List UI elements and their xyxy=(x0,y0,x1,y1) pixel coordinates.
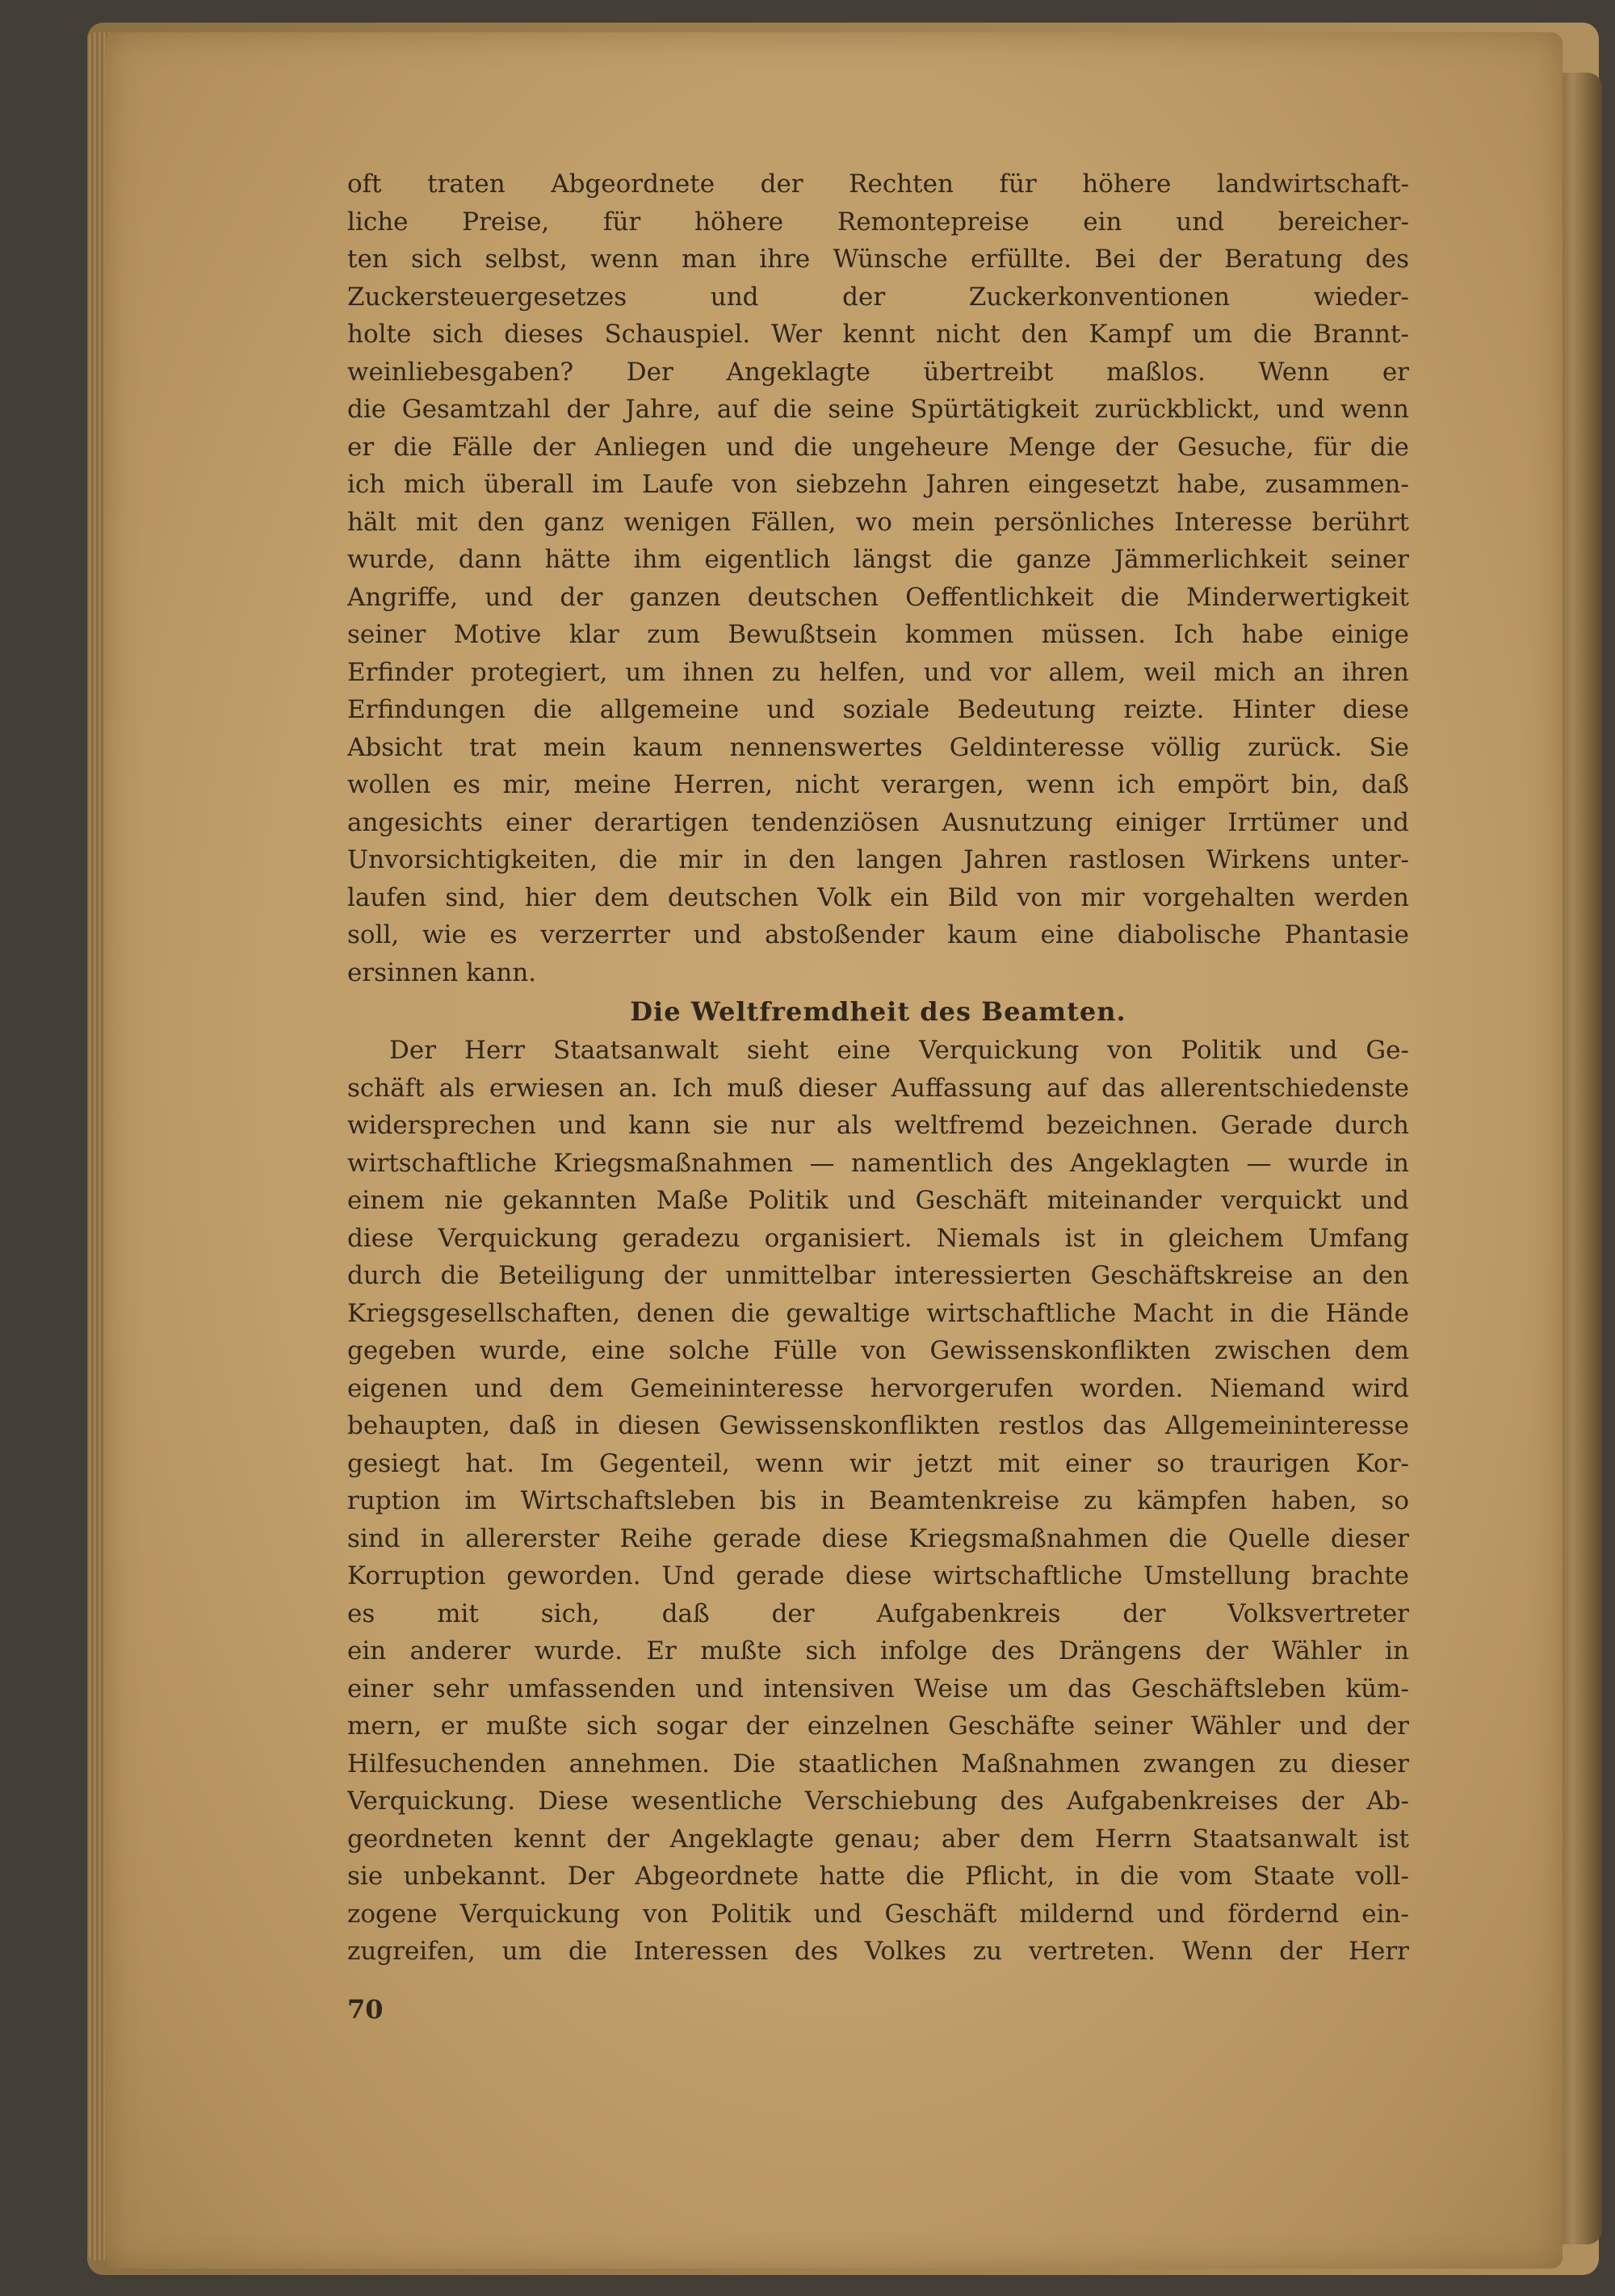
page-text xyxy=(347,165,1409,1971)
text-line: Angriffe, und der ganzen deutschen Oeffentlichkeit die Minderwertigkeit xyxy=(347,582,1409,612)
text-line: gegeben wurde, eine solche Fülle von Gewissenskonflikten zwischen dem xyxy=(347,1336,1409,1365)
text-line: Korruption geworden. Und gerade diese wirtschaftliche Umstellung brachte xyxy=(347,1561,1409,1590)
text-line: weinliebesgaben? Der Angeklagte übertreibt maßlos. Wenn er xyxy=(347,357,1409,387)
text-line: ruption im Wirtschaftsleben bis in Beamtenkreise zu kämpfen haben, so xyxy=(347,1486,1409,1515)
text-line: wirtschaftliche Kriegsmaßnahmen — namentlich des Angeklagten — wurde in xyxy=(347,1148,1409,1178)
text-line: gesiegt hat. Im Gegenteil, wenn wir jetzt mit einer so traurigen Kor- xyxy=(347,1448,1409,1478)
text-line: wurde, dann hätte ihm eigentlich längst die ganze Jämmerlichkeit seiner xyxy=(347,545,1409,574)
text-line: ein anderer wurde. Er mußte sich infolge des Drängens der Wähler in xyxy=(347,1636,1409,1665)
text-line: zogene Verquickung von Politik und Geschäft mildernd und fördernd ein- xyxy=(347,1899,1409,1929)
text-line: holte sich dieses Schauspiel. Wer kennt nicht den Kampf um die Brannt- xyxy=(347,320,1409,349)
text-line: Unvorsichtigkeiten, die mir in den langen Jahren rastlosen Wirkens unter- xyxy=(347,845,1409,874)
text-line: Zuckersteuergesetzes und der Zuckerkonventionen wieder- xyxy=(347,282,1409,312)
book-spine-right xyxy=(1560,73,1602,2244)
text-line: ich mich überall im Laufe von siebzehn Jahren eingesetzt habe, zusammen- xyxy=(347,470,1409,499)
text-line: einer sehr umfassenden und intensiven Weise um das Geschäftsleben küm- xyxy=(347,1674,1409,1703)
text-line: liche Preise, für höhere Remontepreise ein und bereicher- xyxy=(347,207,1409,237)
text-line: sie unbekannt. Der Abgeordnete hatte die Pflicht, in die vom Staate voll- xyxy=(347,1862,1409,1891)
text-line: schäft als erwiesen an. Ich muß dieser Auffassung auf das allerentschiedenste xyxy=(347,1073,1409,1103)
text-line: diese Verquickung geradezu organisiert. Niemals ist in gleichem Umfang xyxy=(347,1223,1409,1253)
paragraph-2 xyxy=(347,1032,1409,1971)
text-line: die Gesamtzahl der Jahre, auf die seine Spürtätigkeit zurückblickt, und wenn xyxy=(347,395,1409,424)
text-line: oft traten Abgeordnete der Rechten für höhere landwirtschaft- xyxy=(347,170,1409,199)
text-line: er die Fälle der Anliegen und die ungeheure Menge der Gesuche, für die xyxy=(347,432,1409,462)
text-line: geordneten kennt der Angeklagte genau; aber dem Herrn Staatsanwalt ist xyxy=(347,1824,1409,1854)
text-line: behaupten, daß in diesen Gewissenskonflikten restlos das Allgemeininteresse xyxy=(347,1411,1409,1440)
text-line: sind in allererster Reihe gerade diese Kriegsmaßnahmen die Quelle dieser xyxy=(347,1523,1409,1553)
section-heading: Die Weltfremdheit des Beamten. xyxy=(630,996,1126,1027)
text-line: soll, wie es verzerrter und abstoßender kaum eine diabolische Phantasie xyxy=(347,920,1409,949)
text-line: laufen sind, hier dem deutschen Volk ein Bild von mir vorgehalten werden xyxy=(347,882,1409,912)
text-line: Verquickung. Diese wesentliche Verschiebung des Aufgabenkreises der Ab- xyxy=(347,1787,1409,1816)
text-line: Erfinder protegiert, um ihnen zu helfen, und vor allem, weil mich an ihren xyxy=(347,657,1409,687)
text-line: ten sich selbst, wenn man ihre Wünsche erfüllte. Bei der Beratung des xyxy=(347,245,1409,274)
page-number: 70 xyxy=(347,1994,384,2025)
text-line: Absicht trat mein kaum nennenswertes Geldinteresse völlig zurück. Sie xyxy=(347,732,1409,762)
text-line: ersinnen kann. xyxy=(347,957,537,987)
text-line: widersprechen und kann sie nur als weltfremd bezeichnen. Gerade durch xyxy=(347,1111,1409,1140)
text-line: es mit sich, daß der Aufgabenkreis der Volksvertreter xyxy=(347,1598,1409,1628)
text-line: eigenen und dem Gemeininteresse hervorgerufen worden. Niemand wird xyxy=(347,1373,1409,1403)
paragraph-1 xyxy=(347,165,1409,991)
text-line: seiner Motive klar zum Bewußtsein kommen müssen. Ich habe einige xyxy=(347,620,1409,649)
text-line: Kriegsgesellschaften, denen die gewaltige wirtschaftliche Macht in die Hände xyxy=(347,1298,1409,1328)
text-line: mern, er mußte sich sogar der einzelnen Geschäfte seiner Wähler und der xyxy=(347,1712,1409,1741)
text-line: Der Herr Staatsanwalt sieht eine Verquickung von Politik und Ge- xyxy=(389,1036,1409,1065)
text-line: zugreifen, um die Interessen des Volkes zu vertreten. Wenn der Herr xyxy=(347,1937,1409,1966)
text-line: einem nie gekannten Maße Politik und Geschäft miteinander verquickt und xyxy=(347,1186,1409,1215)
text-line: durch die Beteiligung der unmittelbar interessierten Geschäftskreise an den xyxy=(347,1261,1409,1290)
text-line: angesichts einer derartigen tendenziösen Ausnutzung einiger Irrtümer und xyxy=(347,807,1409,837)
text-line: Hilfesuchenden annehmen. Die staatlichen Maßnahmen zwangen zu dieser xyxy=(347,1749,1409,1779)
text-line: hält mit den ganz wenigen Fällen, wo mein persönliches Interesse berührt xyxy=(347,507,1409,537)
text-line: Erfindungen die allgemeine und soziale Bedeutung reizte. Hinter diese xyxy=(347,695,1409,724)
text-line: wollen es mir, meine Herren, nicht verargen, wenn ich empört bin, daß xyxy=(347,770,1409,799)
